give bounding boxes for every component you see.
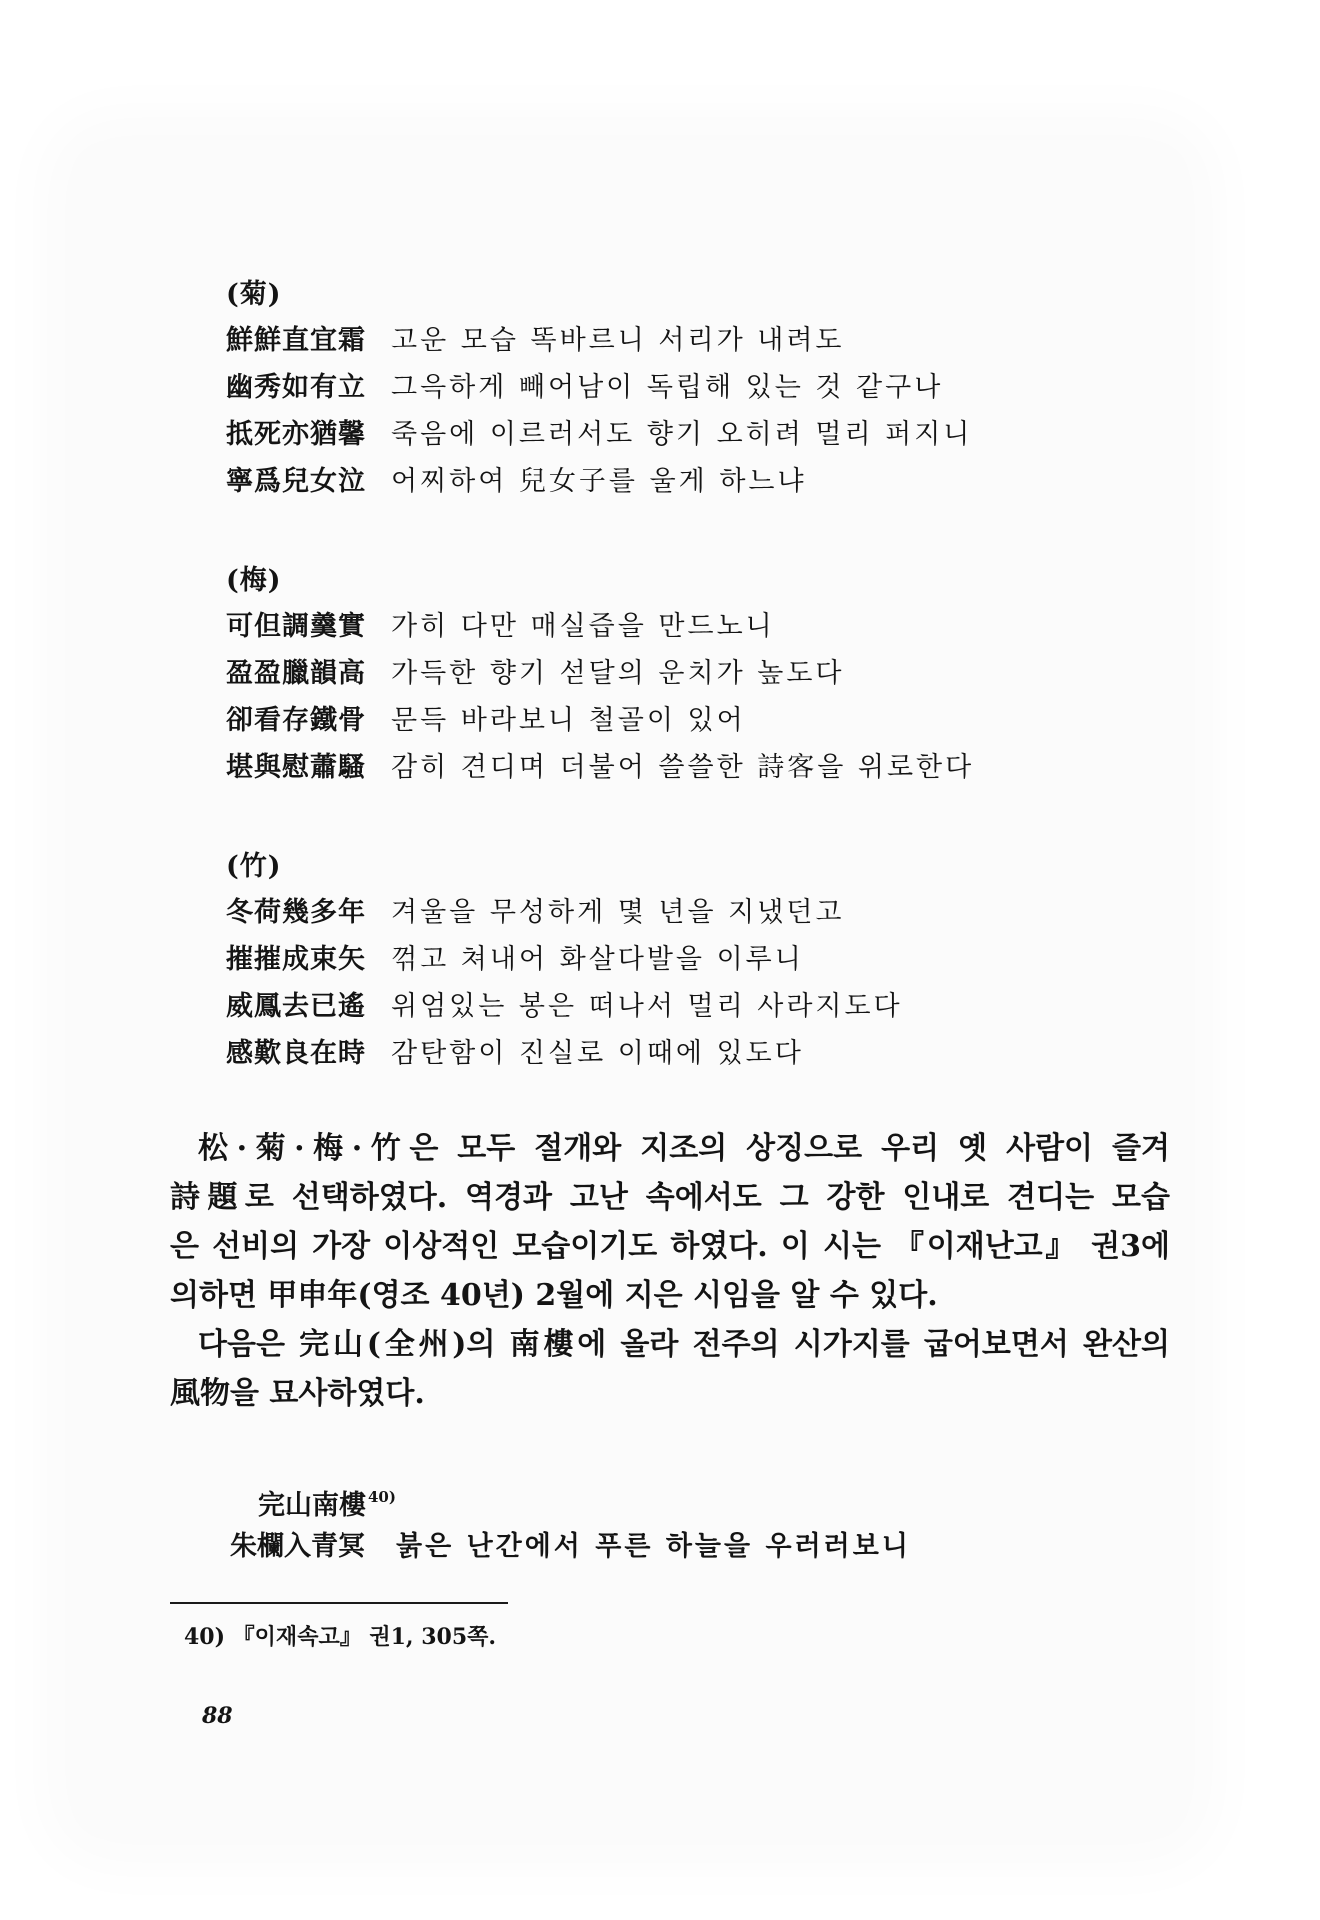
poem-line-korean: 꺾고 쳐내어 화살다발을 이루니 [391, 944, 804, 975]
paragraph-line: 은 선비의 가장 이상적인 모습이기도 하였다. 이 시는 『이재난고』 권3에 [170, 1229, 1170, 1264]
poem-line-korean: 가득한 향기 섣달의 운치가 높도다 [391, 658, 845, 689]
poem-line [226, 365, 943, 405]
poem-line [226, 651, 844, 691]
poem-line-hanja: 冬荷幾多年 [226, 897, 366, 928]
poem-line-hanja: 威鳳去已遙 [226, 991, 366, 1022]
poem-line-hanja: 幽秀如有立 [226, 372, 366, 403]
commentary-paragraph [170, 1124, 1170, 1320]
paragraph-line: 松·菊·梅·竹은 모두 절개와 지조의 상징으로 우리 옛 사람이 즐겨 [198, 1131, 1170, 1166]
next-poem-title [258, 1483, 396, 1522]
next-poem-title-text: 完山南樓 [258, 1490, 366, 1521]
poem-line-korean: 그윽하게 빼어남이 독립해 있는 것 같구나 [391, 372, 944, 403]
footnote: 40) 『이재속고』 권1, 305쪽. [184, 1624, 497, 1650]
poem-line-hanja: 抵死亦猶馨 [226, 419, 366, 450]
page-number: 88 [202, 1703, 233, 1729]
poem-line-korean: 고운 모습 똑바르니 서리가 내려도 [391, 325, 845, 356]
poem-title-chrysanthemum: (菊) [226, 279, 282, 310]
footnote-reference: 40) [368, 1488, 396, 1506]
poem-line-hanja: 盈盈臘韻高 [226, 658, 366, 689]
commentary-paragraph [170, 1320, 1170, 1418]
poem-line-hanja: 感歎良在時 [226, 1038, 366, 1069]
paragraph-line: 다음은 完山(全州)의 南樓에 올라 전주의 시가지를 굽어보면서 완산의 [198, 1327, 1170, 1362]
poem-line-hanja: 可但調羹實 [226, 611, 366, 642]
poem-line [226, 318, 844, 358]
poem-title-bamboo: (竹) [226, 851, 282, 882]
poem-line [226, 745, 974, 785]
poem-line-hanja: 寧爲兒女泣 [226, 466, 366, 497]
poem-line-korean: 붉은 난간에서 푸른 하늘을 우러러보니 [396, 1531, 911, 1562]
poem-line-hanja: 摧摧成束矢 [226, 944, 366, 975]
poem-line-korean: 감탄함이 진실로 이때에 있도다 [391, 1038, 804, 1069]
poem-title-plum: (梅) [226, 565, 282, 596]
paragraph-line: 의하면 甲申年(영조 40년) 2월에 지은 시임을 알 수 있다. [170, 1278, 938, 1313]
poem-line [226, 1031, 804, 1071]
poem-line [226, 984, 903, 1024]
poem-line-korean: 죽음에 이르러서도 향기 오히려 멀리 퍼지니 [391, 419, 973, 450]
poem-line [226, 890, 844, 930]
poem-line-hanja: 堪與慰蕭騷 [226, 752, 366, 783]
poem-line-hanja: 朱欄入青冥 [230, 1531, 365, 1562]
poem-line-hanja: 卻看存鐵骨 [226, 705, 366, 736]
poem-line [226, 459, 807, 499]
poem-line-korean: 감히 견디며 더불어 쓸쓸한 詩客을 위로한다 [391, 752, 975, 783]
paragraph-line: 風物을 묘사하였다. [170, 1376, 425, 1411]
poem-line [226, 937, 804, 977]
poem-line [226, 412, 972, 452]
poem-line-korean: 위엄있는 봉은 떠나서 멀리 사라지도다 [391, 991, 903, 1022]
poem-line-hanja: 鮮鮮直宜霜 [226, 325, 366, 356]
poem-line [226, 604, 775, 644]
poem-line [230, 1524, 911, 1563]
poem-line-korean: 가히 다만 매실즙을 만드노니 [391, 611, 775, 642]
paragraph-line: 詩題로 선택하였다. 역경과 고난 속에서도 그 강한 인내로 견디는 모습 [170, 1180, 1170, 1215]
poem-line [226, 698, 746, 738]
poem-line-korean: 겨울을 무성하게 몇 년을 지냈던고 [391, 897, 845, 928]
poem-line-korean: 어찌하여 兒女子를 울게 하느냐 [391, 466, 807, 497]
poem-line-korean: 문득 바라보니 철골이 있어 [391, 705, 746, 736]
footnote-divider [170, 1602, 508, 1604]
